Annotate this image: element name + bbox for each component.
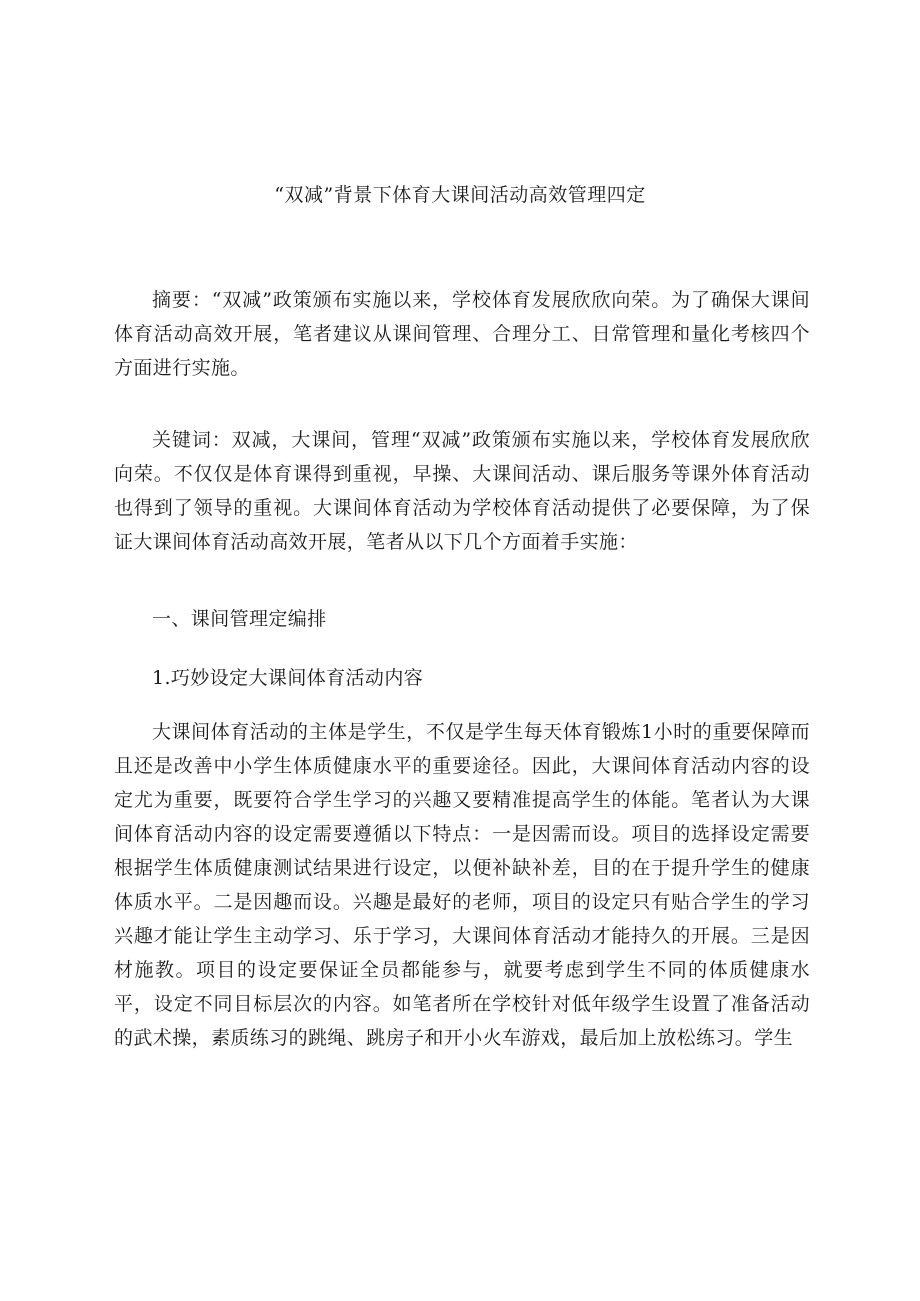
- section-1-heading: 一、课间管理定编排: [152, 608, 327, 630]
- subsection-1-1-heading: 1.巧妙设定大课间体育活动内容: [152, 667, 424, 689]
- document-title: “双减”背景下体育大课间活动高效管理四定: [274, 184, 646, 206]
- keywords-paragraph: 关键词：双减，大课间，管理“双减”政策颁布实施以来，学校体育发展欣欣向荣。不仅仅是体育课得到重视，早操、大课间活动、课后服务等课外体育活动也得到了领导的重视。大课间体育活动为学校体育活动提供了必要保障，为了保证大课间体育活动高效开展，笔者从以下几个方面着手实施：: [114, 429, 810, 553]
- body-paragraph: 大课间体育活动的主体是学生，不仅是学生每天体育锻炼1小时的重要保障而且还是改善中小学生体质健康水平的重要途径。因此，大课间体育活动内容的设定尤为重要，既要符合学生学习的兴趣又要精准提高学生的体能。笔者认为大课间体育活动内容的设定需要遵循以下特点：一是因需而设。项目的选择设定需要根据学生体质健康测试结果进行设定，以便补缺补差，目的在于提升学生的健康体质水平。二是因趣而设。兴趣是最好的老师，项目的设定只有贴合学生的学习兴趣才能让学生主动学习、乐于学习，大课间体育活动才能持久的开展。三是因材施教。项目的设定要保证全员都能参与，就要考虑到学生不同的体质健康水平，设定不同目标层次的内容。如笔者所在学校针对低年级学生设置了准备活动的武术操，素质练习的跳绳、跳房子和开小火车游戏，最后加上放松练习。学生: [114, 721, 810, 1049]
- abstract-paragraph: 摘要：“双减”政策颁布实施以来，学校体育发展欣欣向荣。为了确保大课间体育活动高效开展，笔者建议从课间管理、合理分工、日常管理和量化考核四个方面进行实施。: [114, 289, 810, 379]
